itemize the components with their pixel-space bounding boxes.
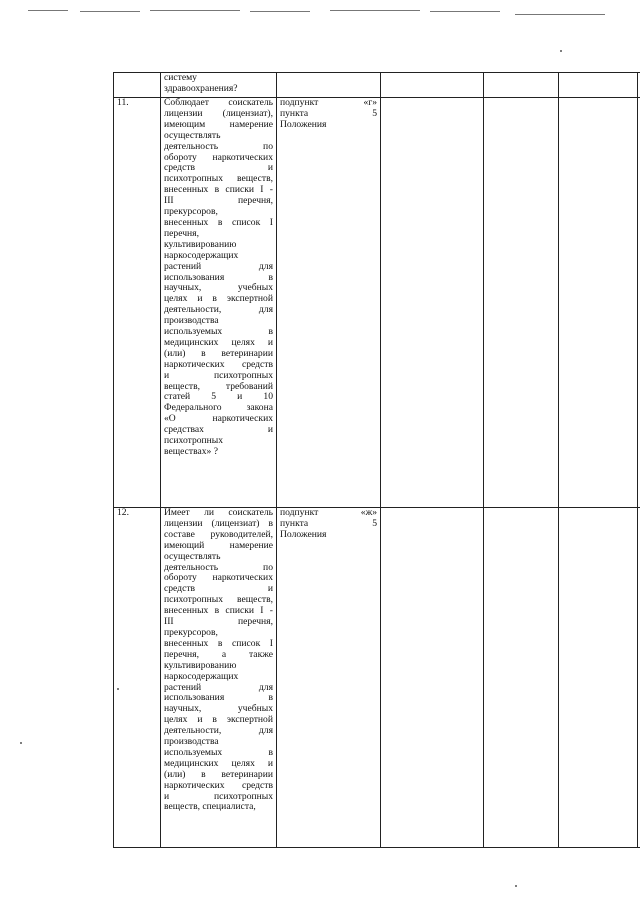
scan-artifact bbox=[330, 10, 420, 11]
question-line: Федерального закона bbox=[164, 402, 273, 414]
answer-cell bbox=[484, 98, 559, 508]
ref-num: 5 bbox=[372, 517, 377, 529]
question-line: обороту наркотических bbox=[164, 151, 273, 163]
question-line: средств и bbox=[164, 583, 273, 595]
question-line: прекурсоров, bbox=[164, 206, 218, 218]
question-line: веществ, специалиста, bbox=[164, 801, 256, 813]
question-cell bbox=[161, 508, 277, 848]
question-line: использования в bbox=[164, 271, 273, 283]
question-line: производства bbox=[164, 736, 219, 748]
question-line: перечня, bbox=[164, 227, 199, 239]
question-line: и психотропных bbox=[164, 369, 273, 381]
question-line: «О наркотических bbox=[164, 413, 273, 425]
question-line: растений для bbox=[164, 260, 273, 272]
question-line: используемых в bbox=[164, 746, 273, 758]
question-line: внесенных в список I bbox=[164, 637, 273, 649]
row-number-cell bbox=[114, 73, 161, 98]
question-line: научных, учебных bbox=[164, 282, 273, 294]
question-line: Соблюдает соискатель bbox=[164, 97, 273, 108]
question-line: веществах» ? bbox=[164, 446, 218, 457]
answer-cell bbox=[559, 73, 638, 98]
ref-word: подпункт bbox=[280, 97, 319, 108]
question-line: статей 5 и 10 bbox=[164, 391, 273, 403]
ref-punkt: пункта bbox=[280, 517, 309, 529]
ref-num: 5 bbox=[372, 107, 377, 119]
scan-speck bbox=[560, 50, 562, 52]
question-line: использования в bbox=[164, 692, 273, 704]
question-line: культивированию bbox=[164, 238, 237, 250]
question-line: обороту наркотических bbox=[164, 572, 273, 584]
row-number-cell bbox=[114, 508, 161, 848]
question-cell bbox=[161, 98, 277, 508]
question-line: и психотропных bbox=[164, 790, 273, 802]
question-line: прекурсоров, bbox=[164, 626, 218, 638]
row-number: 12. bbox=[117, 507, 129, 518]
scan-artifact bbox=[250, 11, 310, 12]
question-line: используемых в bbox=[164, 326, 273, 338]
question-line: средствах и bbox=[164, 424, 273, 436]
table-row bbox=[114, 98, 640, 508]
ref-word: подпункт bbox=[280, 507, 319, 518]
question-line: осуществлять bbox=[164, 129, 221, 141]
answer-cell bbox=[381, 508, 484, 848]
scan-artifact bbox=[150, 10, 240, 11]
question-line: психотропных веществ, bbox=[164, 594, 273, 606]
question-line: наркотических средств bbox=[164, 779, 273, 791]
row-number-cell bbox=[114, 98, 161, 508]
question-line: наркосодержащих bbox=[164, 249, 239, 261]
question-line: здравоохранения? bbox=[164, 82, 238, 94]
question-line: деятельности, для bbox=[164, 725, 273, 737]
question-line: (или) в ветеринарии bbox=[164, 347, 273, 359]
question-line: перечня, а также bbox=[164, 648, 273, 660]
question-line: культивированию bbox=[164, 659, 237, 671]
ref-doc: Положения bbox=[280, 528, 327, 540]
ref-punkt: пункта bbox=[280, 107, 309, 119]
scan-artifact bbox=[430, 11, 500, 12]
question-line: имеющим намерение bbox=[164, 118, 273, 130]
scan-speck bbox=[20, 742, 22, 744]
checklist-table bbox=[113, 72, 640, 848]
question-line: внесенных в списки I - bbox=[164, 605, 273, 617]
scan-artifact bbox=[80, 11, 140, 12]
question-line: деятельность по bbox=[164, 140, 273, 152]
question-line: III перечня, bbox=[164, 616, 273, 628]
question-line: целях и в экспертной bbox=[164, 293, 273, 305]
question-line: медицинских целях и bbox=[164, 336, 273, 348]
reference-cell bbox=[277, 73, 381, 98]
question-line: веществ, требований bbox=[164, 380, 273, 392]
question-line: наркосодержащих bbox=[164, 670, 239, 682]
question-line: осуществлять bbox=[164, 550, 221, 562]
question-line: научных, учебных bbox=[164, 703, 273, 715]
question-line: целях и в экспертной bbox=[164, 714, 273, 726]
question-line: лицензии (лицензиат), bbox=[164, 107, 273, 119]
scan-artifact bbox=[28, 10, 68, 11]
scan-speck bbox=[515, 885, 517, 887]
question-line: производства bbox=[164, 315, 219, 327]
question-line: (или) в ветеринарии bbox=[164, 768, 273, 780]
question-line: систему bbox=[164, 72, 197, 83]
answer-cell bbox=[381, 98, 484, 508]
question-line: лицензии (лицензиат) в bbox=[164, 517, 273, 529]
question-line: деятельности, для bbox=[164, 304, 273, 316]
question-line: психотропных bbox=[164, 435, 224, 447]
answer-cell bbox=[484, 508, 559, 848]
answer-cell bbox=[559, 98, 638, 508]
row-number: 11. bbox=[117, 97, 129, 108]
answer-cell bbox=[484, 73, 559, 98]
table-row-continuation bbox=[114, 73, 640, 98]
question-line: внесенных в список I bbox=[164, 216, 273, 228]
question-line: деятельность по bbox=[164, 561, 273, 573]
reference-cell bbox=[277, 508, 381, 848]
scan-artifact bbox=[515, 14, 605, 15]
question-line: составе руководителей, bbox=[164, 528, 273, 540]
question-line: медицинских целях и bbox=[164, 757, 273, 769]
ref-doc: Положения bbox=[280, 118, 327, 130]
answer-cell bbox=[381, 73, 484, 98]
question-line: средств и bbox=[164, 162, 273, 174]
question-line: III перечня, bbox=[164, 195, 273, 207]
table-row bbox=[114, 508, 640, 848]
ref-letter: «г» bbox=[363, 97, 377, 108]
answer-cell bbox=[559, 508, 638, 848]
question-line: психотропных веществ, bbox=[164, 173, 273, 185]
question-line: наркотических средств bbox=[164, 358, 273, 370]
question-cell bbox=[161, 73, 277, 98]
question-line: растений для bbox=[164, 681, 273, 693]
reference-cell bbox=[277, 98, 381, 508]
question-line: внесенных в списки I - bbox=[164, 184, 273, 196]
question-line: имеющий намерение bbox=[164, 539, 273, 551]
question-line: Имеет ли соискатель bbox=[164, 507, 273, 518]
ref-letter: «ж» bbox=[360, 507, 377, 518]
